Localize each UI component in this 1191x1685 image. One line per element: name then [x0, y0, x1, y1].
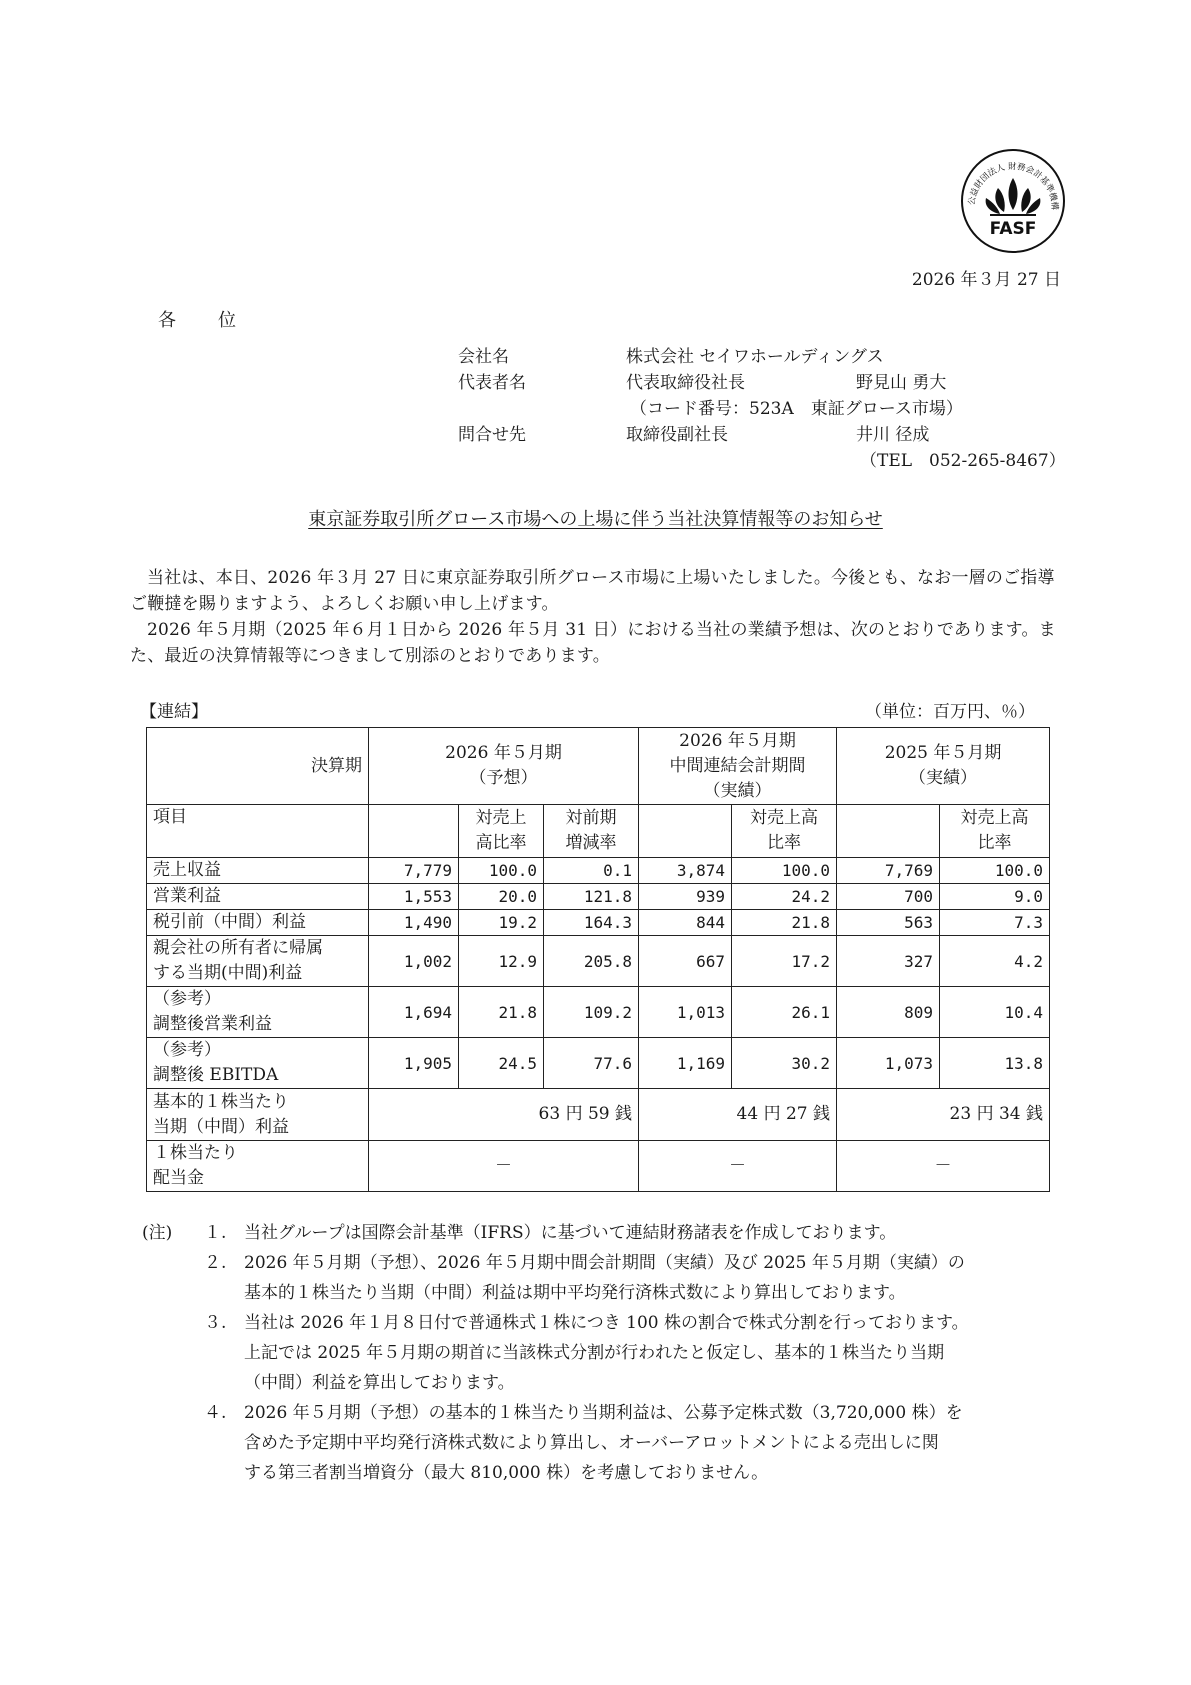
table-cell: 1,553	[369, 884, 459, 910]
table-row	[147, 858, 1050, 884]
table-cell: 1,002	[369, 936, 459, 987]
table-cell: 9.0	[940, 884, 1050, 910]
stock-code-line: （コード番号：523A 東証グロース市場）	[630, 399, 963, 419]
header-ratio2	[732, 805, 837, 858]
row-label-line1: 売上収益	[153, 860, 221, 880]
header-col3-sub: （実績）	[909, 768, 978, 788]
document-date: 2026 年３月 27 日	[911, 270, 1061, 290]
results-table	[146, 727, 1050, 1192]
header-col2	[639, 728, 837, 805]
notes-section	[142, 1218, 1082, 1488]
note-line: 含めた予定期中平均発行済株式数により算出し、オーバーアロットメントによる売出しに関	[244, 1433, 939, 1453]
eps-value-2025-actual: 23 円 34 銭	[837, 1089, 1050, 1141]
table-cell: 10.4	[940, 987, 1050, 1038]
row-label	[147, 858, 369, 884]
table-cell: 24.5	[459, 1038, 544, 1089]
table-cell: 100.0	[940, 858, 1050, 884]
contact-title: 取締役副社長	[626, 425, 728, 445]
table-cell: 109.2	[544, 987, 639, 1038]
row-label	[147, 910, 369, 936]
contact-name: 井川 径成	[856, 425, 930, 445]
eps-label-line2: 当期（中間）利益	[153, 1116, 289, 1137]
addressee	[158, 306, 278, 332]
table-cell: 700	[837, 884, 940, 910]
table-cell: 4.2	[940, 936, 1050, 987]
table-cell: 164.3	[544, 910, 639, 936]
header-item-label: 項目	[147, 805, 369, 858]
table-cell: 205.8	[544, 936, 639, 987]
row-label-line1: 親会社の所有者に帰属	[153, 938, 323, 958]
header-yoy	[544, 805, 639, 858]
header-col3-title: 2025 年５月期	[884, 743, 1002, 763]
table-cell: 844	[639, 910, 732, 936]
table-cell: 0.1	[544, 858, 639, 884]
table-cell: 1,905	[369, 1038, 459, 1089]
header-col2-mid: 中間連結会計期間	[669, 755, 806, 776]
table-cell: 21.8	[459, 987, 544, 1038]
table-cell: 667	[639, 936, 732, 987]
company-name-label: 会社名	[458, 347, 509, 367]
note-line: （中間）利益を算出しております。	[244, 1373, 515, 1393]
table-row	[147, 910, 1050, 936]
document-title	[0, 505, 1191, 531]
note-line: する第三者割当増資分（最大 810,000 株）を考慮しておりません。	[244, 1463, 769, 1483]
dps-label-line2: 配当金	[153, 1168, 204, 1188]
dps-label	[147, 1141, 369, 1192]
table-body	[147, 858, 1050, 1089]
notes-label: (注)	[142, 1223, 173, 1243]
table-cell: 13.8	[940, 1038, 1050, 1089]
table-cell: 30.2	[732, 1038, 837, 1089]
note-number: ４.	[204, 1403, 227, 1423]
header-yoy-line2: 増減率	[565, 833, 617, 853]
table-cell: 327	[837, 936, 940, 987]
header-ratio3	[940, 805, 1050, 858]
note-line: 基本的１株当たり当期（中間）利益は期中平均発行済株式数により算出しております。	[244, 1283, 906, 1303]
body-text	[130, 565, 1065, 669]
table-row	[147, 987, 1050, 1038]
row-label-line2: 調整後 EBITDA	[153, 1065, 279, 1085]
table-cell: 3,874	[639, 858, 732, 884]
header-ratio2-line2: 比率	[767, 833, 802, 853]
table-cell: 24.2	[732, 884, 837, 910]
notes-list	[142, 1218, 1082, 1488]
header-col2-sub: （実績）	[703, 780, 772, 801]
header-ratio3-line2: 比率	[977, 833, 1012, 853]
representative-title: 代表取締役社長	[626, 373, 745, 393]
representative-label: 代表者名	[458, 373, 526, 393]
table-cell: 100.0	[459, 858, 544, 884]
table-cell: 1,169	[639, 1038, 732, 1089]
table-scope-label: 【連結】	[140, 702, 208, 722]
table-cell: 100.0	[732, 858, 837, 884]
fasf-seal-logo	[960, 148, 1066, 254]
table-cell: 19.2	[459, 910, 544, 936]
representative-name: 野見山 勇大	[856, 373, 947, 393]
note-line: 2026 年５月期（予想）、2026 年５月期中間会計期間（実績）及び 2025 年５月期（実績）の	[244, 1253, 965, 1273]
header-col1-sub: （予想）	[469, 768, 538, 788]
table-cell: 1,490	[369, 910, 459, 936]
row-label-line1: （参考）	[153, 1040, 221, 1060]
note-line: 当社は 2026 年１月８日付で普通株式１株につき 100 株の割合で株式分割を行っております。	[244, 1313, 969, 1333]
table-cell: 939	[639, 884, 732, 910]
row-label-line1: 営業利益	[153, 886, 221, 906]
table-cell: 809	[837, 987, 940, 1038]
table-cell: 1,694	[369, 987, 459, 1038]
header-ratio-sales-line2: 高比率	[475, 833, 527, 853]
table-cell: 1,073	[837, 1038, 940, 1089]
row-label	[147, 987, 369, 1038]
fasf-seal-icon	[960, 148, 1066, 254]
logo-center-text: FASF	[989, 219, 1037, 239]
note-line: 当社グループは国際会計基準（IFRS）に基づいて連結財務諸表を作成しております。	[244, 1223, 897, 1243]
telephone-line: （TEL 052-265-8467）	[860, 451, 1066, 471]
header-col1	[369, 728, 639, 805]
dps-label-line1: １株当たり	[153, 1143, 238, 1163]
table-row	[147, 1038, 1050, 1089]
contact-label: 問合せ先	[458, 425, 526, 445]
note-line: 2026 年５月期（予想）の基本的１株当たり当期利益は、公募予定株式数（3,720,000 株）を	[244, 1403, 963, 1423]
table-cell: 12.9	[459, 936, 544, 987]
body-paragraph-1: 当社は、本日、2026 年３月 27 日に東京証券取引所グロース市場に上場いたしました。今後とも、なお一層のご指導ご鞭撻を賜りますよう、よろしくお願い申し上げます。	[130, 568, 1055, 614]
table-cell: 77.6	[544, 1038, 639, 1089]
table-unit-label: （単位：百万円、％）	[865, 702, 1035, 722]
table-row	[147, 884, 1050, 910]
table-row	[147, 936, 1050, 987]
header-col2-title: 2026 年５月期	[679, 730, 796, 751]
row-label-line2: する当期(中間)利益	[153, 963, 303, 983]
dps-value-2026-forecast: －	[369, 1141, 639, 1192]
row-label-line1: （参考）	[153, 989, 221, 1009]
table-cell: 7,779	[369, 858, 459, 884]
row-label	[147, 936, 369, 987]
header-col1-title: 2026 年５月期	[445, 743, 562, 763]
table-cell: 26.1	[732, 987, 837, 1038]
row-label	[147, 884, 369, 910]
table-cell: 7.3	[940, 910, 1050, 936]
header-ratio2-line1: 対売上高	[750, 808, 819, 828]
table-cell: 20.0	[459, 884, 544, 910]
body-paragraph-2: 2026 年５月期（2025 年６月１日から 2026 年５月 31 日）における当社の業績予想は、次のとおりであります。また、最近の決算情報等につきまして別添のとおりであります。	[130, 620, 1056, 666]
note-item	[142, 1218, 1082, 1248]
header-yoy-line1: 対前期	[565, 808, 617, 828]
note-item	[142, 1398, 1082, 1488]
table-cell: 17.2	[732, 936, 837, 987]
note-number: ３.	[204, 1313, 227, 1333]
company-name: 株式会社 セイワホールディングス	[626, 347, 884, 367]
table-cell: 121.8	[544, 884, 639, 910]
note-item	[142, 1248, 1082, 1308]
header-ratio-sales-line1: 対売上	[475, 808, 527, 828]
eps-value-2026-forecast: 63 円 59 銭	[369, 1089, 639, 1141]
document-title-text: 東京証券取引所グロース市場への上場に伴う当社決算情報等のお知らせ	[308, 509, 883, 530]
table-cell: 21.8	[732, 910, 837, 936]
row-label	[147, 1038, 369, 1089]
dps-value-2026-interim: －	[639, 1141, 837, 1192]
table-cell: 1,013	[639, 987, 732, 1038]
eps-label	[147, 1089, 369, 1141]
logo-ring-text: 公益財団法人 財務会計基準機構	[966, 161, 1060, 211]
note-number: ２.	[204, 1253, 227, 1273]
row-label-line2: 調整後営業利益	[153, 1014, 272, 1034]
header-ratio3-line1: 対売上高	[960, 808, 1029, 828]
table-cell: 7,769	[837, 858, 940, 884]
addressee-char-1: 各	[158, 310, 178, 331]
note-item	[142, 1308, 1082, 1398]
table-cell: 563	[837, 910, 940, 936]
note-number: １.	[204, 1223, 227, 1243]
header-period-label: 決算期	[147, 728, 369, 805]
row-label-line1: 税引前（中間）利益	[153, 912, 306, 932]
header-ratio-sales	[459, 805, 544, 858]
note-line: 上記では 2025 年５月期の期首に当該株式分割が行われたと仮定し、基本的１株当たり当期	[244, 1343, 945, 1363]
eps-value-2026-interim: 44 円 27 銭	[639, 1089, 837, 1141]
dps-value-2025-actual: －	[837, 1141, 1050, 1192]
addressee-char-2: 位	[218, 310, 238, 331]
header-col3	[837, 728, 1050, 805]
eps-label-line1: 基本的１株当たり	[153, 1091, 289, 1112]
